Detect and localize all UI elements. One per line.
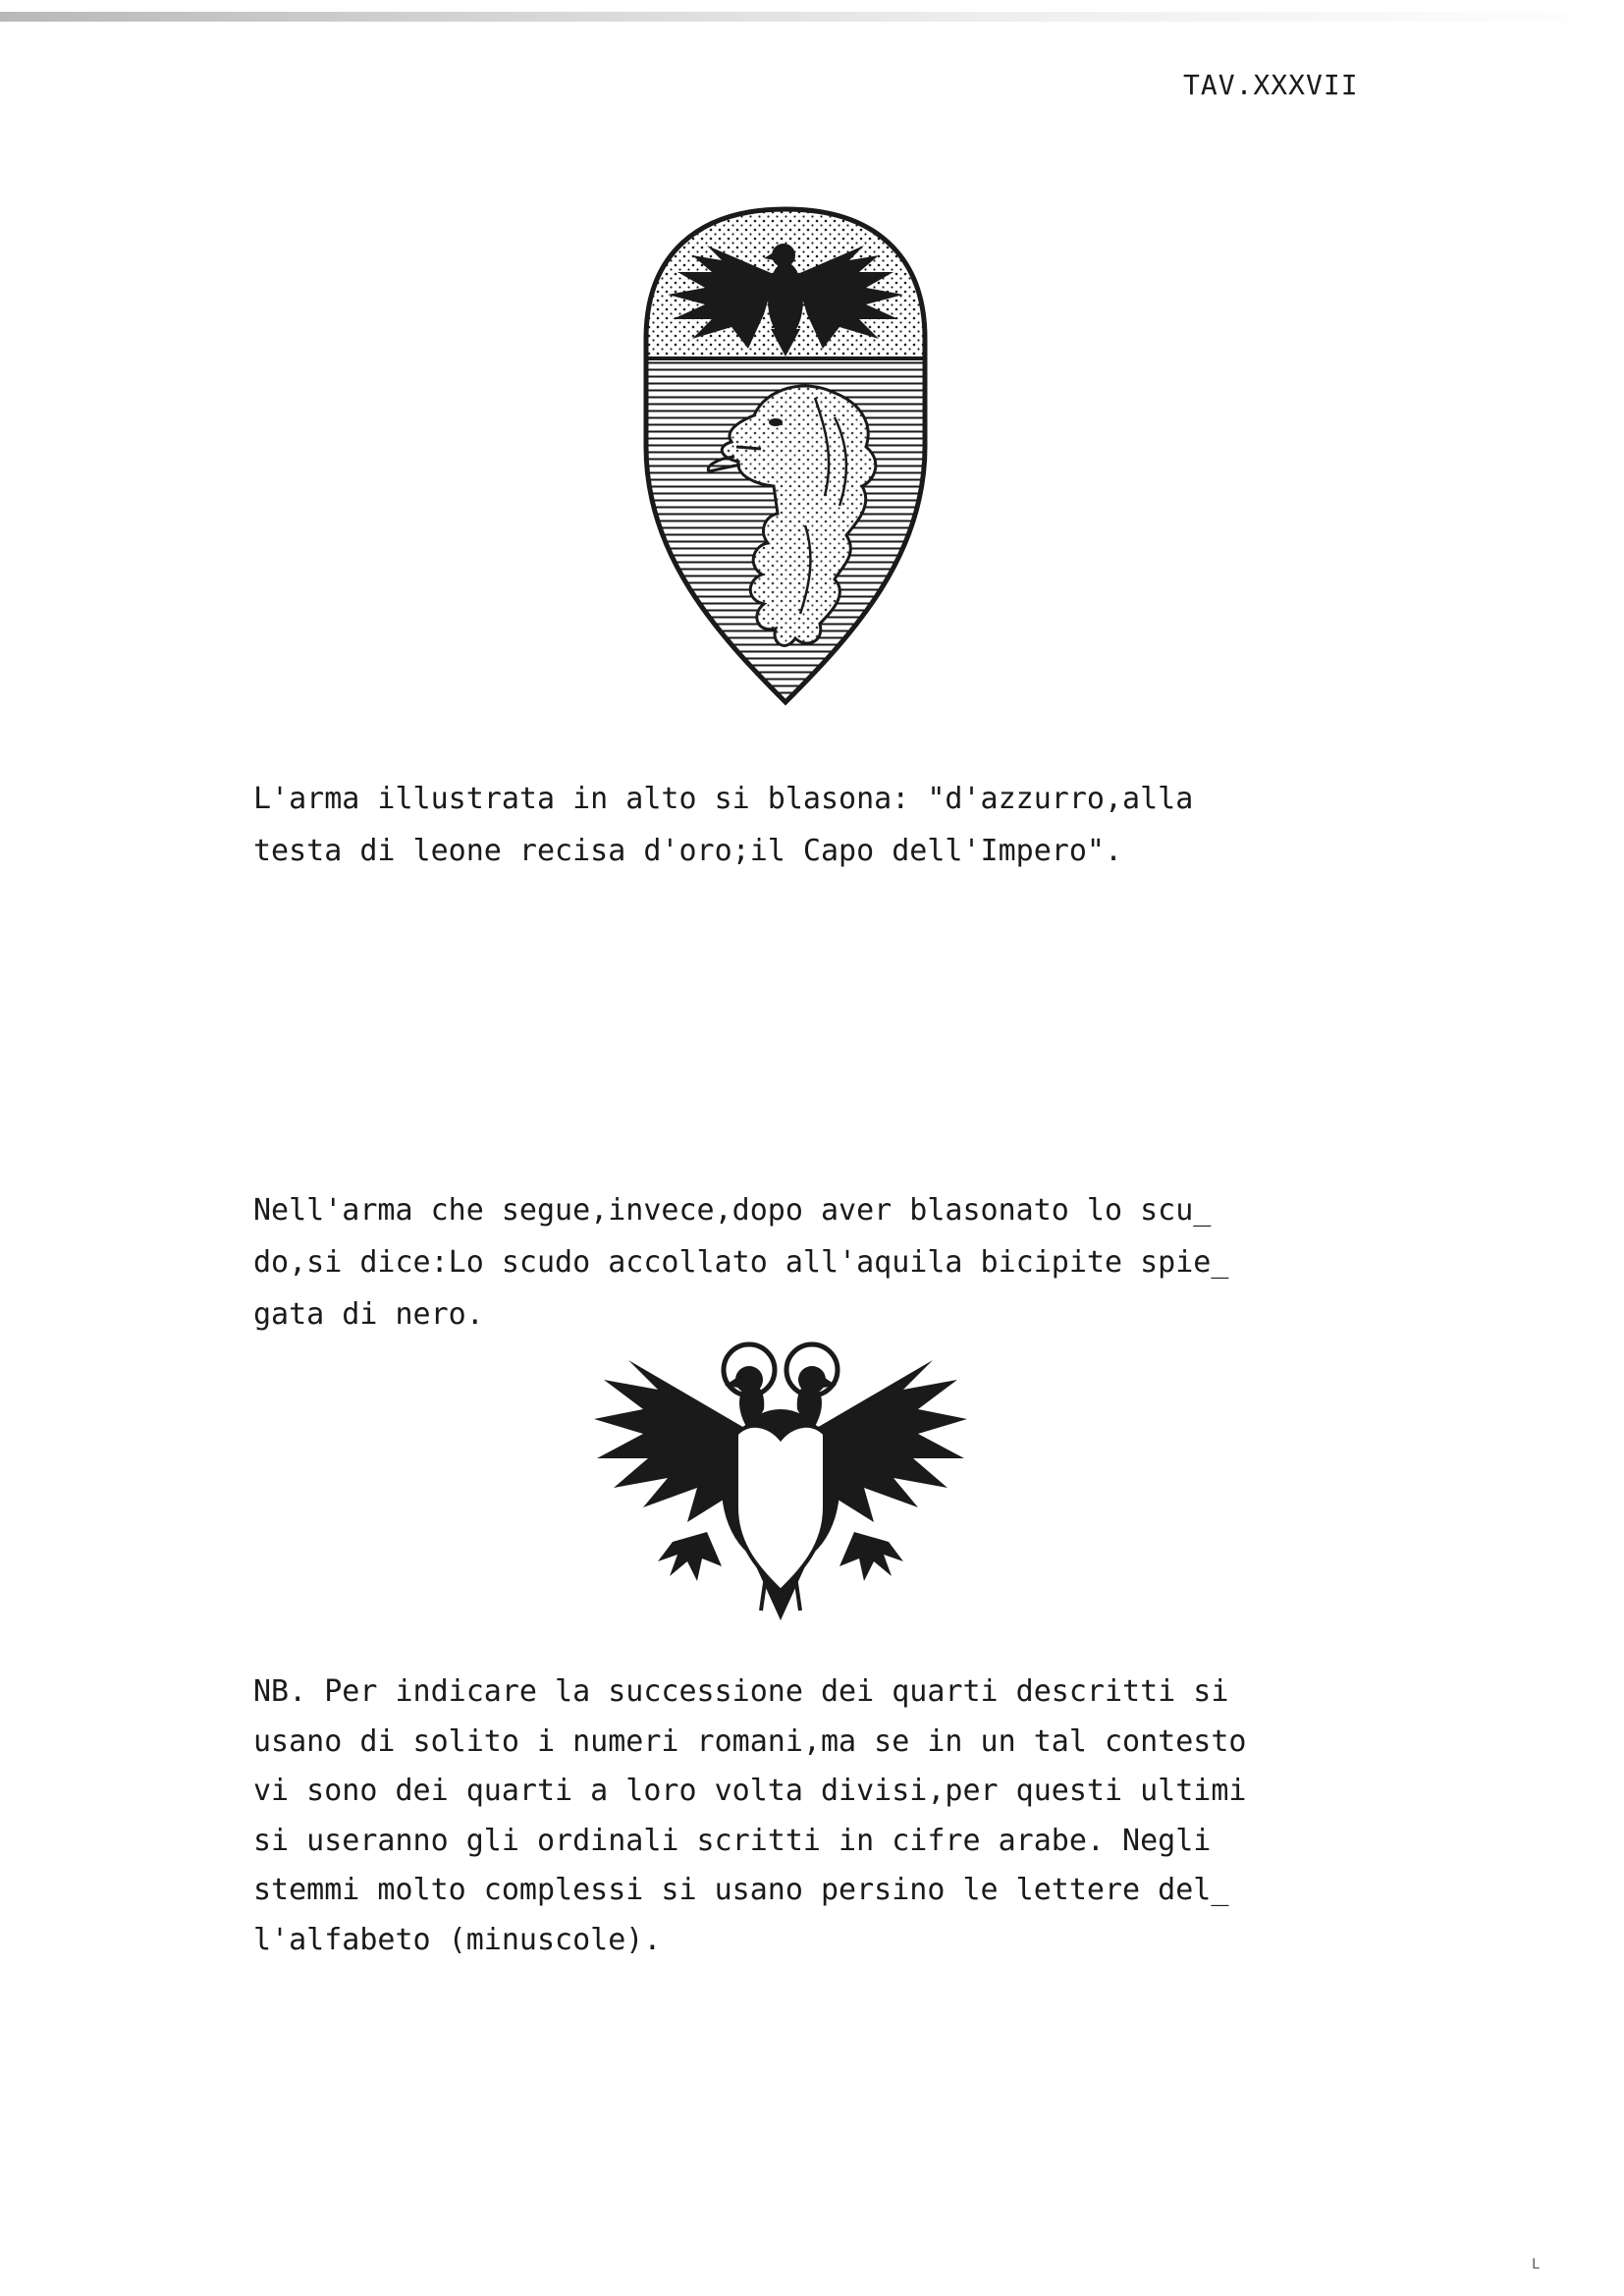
note-paragraph: NB. Per indicare la successione dei quarti descritti si usano di solito i numeri romani,ma se in un tal contesto vi sono dei quarti a loro volta divisi,per questi ultimi si useranno gli ordinali scritti in cifre arabe. Negli stemmi molto complessi si usano persino le lettere del_ l'alfabeto (minuscole). bbox=[253, 1674, 1247, 1957]
scan-edge bbox=[0, 12, 1624, 22]
page-mark: L bbox=[1532, 2257, 1541, 2272]
lion-shield-icon bbox=[638, 201, 933, 712]
plate-label: TAV.XXXVII bbox=[1183, 69, 1359, 101]
double-headed-eagle-icon bbox=[589, 1340, 972, 1625]
blazon-paragraph-2: Nell'arma che segue,invece,dopo aver blasonato lo scu_ do,si dice:Lo scudo accollato all'aquila bicipite spie_ gata di nero. bbox=[253, 1193, 1229, 1332]
blazon-paragraph-1: L'arma illustrata in alto si blasona: "d'azzurro,alla testa di leone recisa d'oro;il Capo dell'Impero". bbox=[253, 782, 1194, 868]
